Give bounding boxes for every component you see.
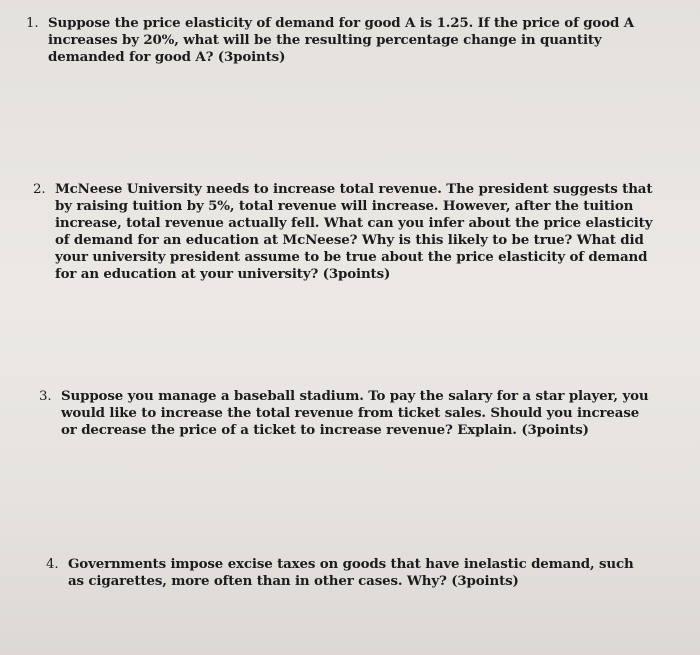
question-text: Governments impose excise taxes on goods that have inelastic demand, such as cigarettes, more often than in other cases. Why? (3points) [68,556,634,589]
question-number: 2. [33,182,46,197]
question-number: 4. [46,557,59,572]
question-4 [46,556,646,590]
question-text: McNeese University needs to increase total revenue. The president suggests that by raising tuition by 5%, total revenue will increase. However, after the tuition increase, total revenue actually fell. What can you infer about the price elasticity of demand for an education at McNeese? Why is this likely to be true? What did your university president assume to be true about the price elasticity of demand for an education at your university? (3points) [55,181,653,282]
question-text: Suppose you manage a baseball stadium. To pay the salary for a star player, you would like to increase the total revenue from ticket sales. Should you increase or decrease the price of a ticket to increase revenue? Explain. (3points) [61,388,649,438]
question-3 [39,388,659,439]
question-number: 1. [26,16,39,31]
question-2 [33,181,668,283]
question-text: Suppose the price elasticity of demand for good A is 1.25. If the price of good A increases by 20%, what will be the resulting percentage change in quantity demanded for good A? (3points) [48,15,634,65]
question-1 [26,15,678,66]
question-number: 3. [39,389,52,404]
